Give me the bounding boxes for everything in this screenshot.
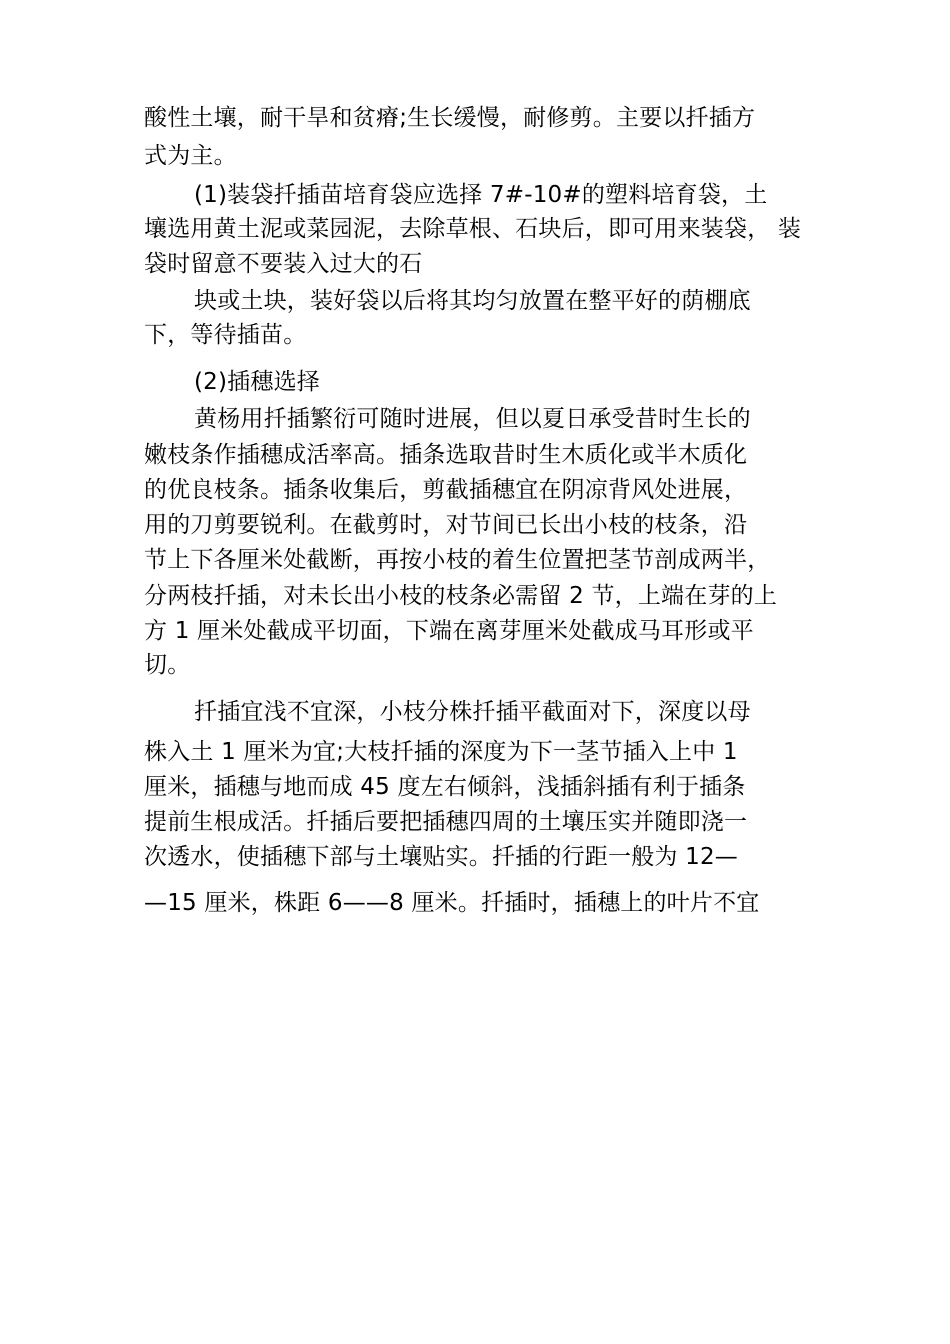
text-line: 分两枝扦插，对未长出小枝的枝条必需留 2 节，上端在芽的上 [144, 583, 778, 609]
text-line: 的优良枝条。插条收集后，剪截插穗宜在阴凉背风处进展， [144, 477, 748, 503]
text-line: 次透水，使插穗下部与土壤贴实。扦插的行距一般为 12— [144, 844, 738, 870]
text-line: 切。 [144, 652, 191, 678]
text-line: 节上下各厘米处截断，再按小枝的着生位置把茎节剖成两半， [144, 547, 771, 573]
text-line: 厘米，插穗与地而成 45 度左右倾斜，浅插斜插有利于插条 [144, 774, 746, 800]
text-line: 壤选用黄土泥或菜园泥，去除草根、石块后，即可用来装袋， 装 [144, 216, 802, 242]
text-line: 扦插宜浅不宜深，小枝分株扦插平截面对下，深度以母 [194, 699, 751, 725]
text-line: 式为主。 [144, 143, 237, 169]
text-line: (1)装袋扦插苗培育袋应选择 7#-10#的塑料培育袋，土 [194, 182, 768, 208]
text-line: 方 1 厘米处截成平切面，下端在离芽厘米处截成马耳形或平 [144, 618, 754, 644]
text-line: 用的刀剪要锐利。在截剪时，对节间已长出小枝的枝条，沿 [144, 512, 748, 538]
text-line: 酸性土壤，耐干旱和贫瘠;生长缓慢，耐修剪。主要以扦插方 [144, 105, 756, 131]
text-line: 黄杨用扦插繁衍可随时进展，但以夏日承受昔时生长的 [194, 406, 751, 432]
text-line: 株入土 1 厘米为宜;大枝扦插的深度为下一茎节插入上中 1 [144, 739, 738, 765]
text-line: 提前生根成活。扦插后要把插穗四周的土壤压实并随即浇一 [144, 809, 748, 835]
text-line: —15 厘米，株距 6——8 厘米。扦插时，插穗上的叶片不宜 [144, 890, 760, 916]
text-line: 嫩枝条作插穗成活率高。插条选取昔时生木质化或半木质化 [144, 442, 748, 468]
text-line: 袋时留意不要装入过大的石 [144, 251, 423, 277]
section-heading: (2)插穗选择 [194, 369, 320, 395]
text-line: 块或土块，装好袋以后将其均匀放置在整平好的荫棚底 [194, 288, 751, 314]
text-line: 下，等待插苗。 [144, 322, 307, 348]
